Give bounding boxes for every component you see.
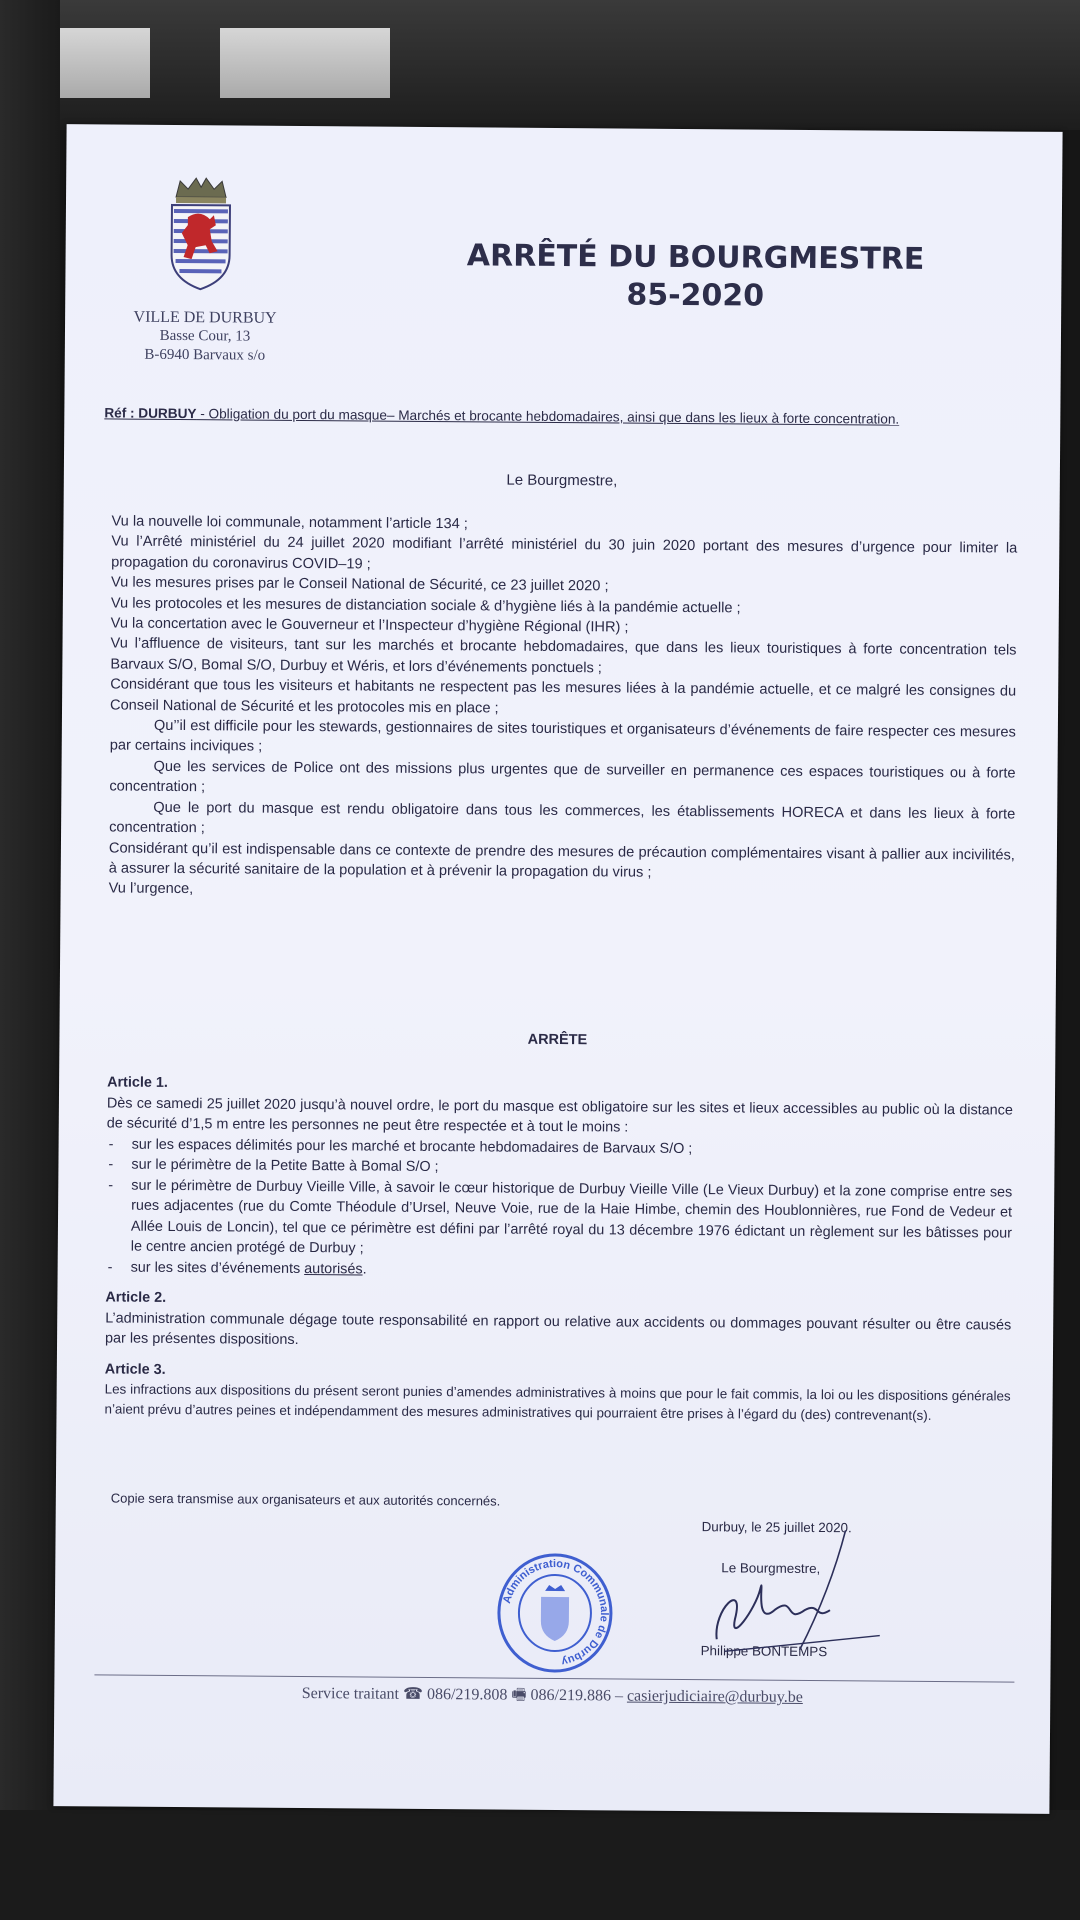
municipality-name: VILLE DE DURBUY	[133, 308, 277, 327]
consideration-item: Vu la concertation avec le Gouverneur et l’Inspecteur d’hygiène Régional (IHR) ;	[110, 615, 629, 636]
consideration-item: Vu l’affluence de visiteurs, tant sur les marchés et brocante hebdomadaires, que dans les lieux touristiques à forte concentration tels Barvaux S/O, Bomal S/O, Durbuy et Wéris, et lors d’événements ponctuels ;	[110, 635, 1017, 677]
handwritten-signature	[705, 1509, 896, 1660]
consideration-item: Vu l’urgence,	[108, 880, 194, 898]
consideration-item: Vu les protocoles et les mesures de distanciation sociale & d’hygiène liés à la pandémie actuelle ;	[110, 595, 741, 617]
consideration-item: Vu les mesures prises par le Conseil National de Sécurité, ce 23 juillet 2020 ;	[110, 574, 609, 595]
footer-separator: –	[610, 1687, 628, 1705]
consideration-item: Vu l’Arrêté ministériel du 24 juillet 2020 modifiant l’arrêté ministériel du 30 juin 2020 portant des mesures d’urgence pour limiter la propagation du coronavirus COVID–19 ;	[111, 533, 1018, 573]
article1-item: - sur le périmètre de Durbuy Vieille Ville, à savoir le cœur historique de Durbuy Vieille Ville (Le Vieux Durbuy) et la zone comprise entre ses rues adjacentes (rue du Comte Théodule d’Ursel, Neuve Voie, rue de la Haie Himbe, chemin des Houblonnières, rue Fond de Vedeur et Allée Louis de Loncin), tel que ce périmètre est défini par l’arrêté royal du 13 décembre 1976 édictant un règlement sur les bâtisses pour le centre ancien protégé de Durbuy ;	[106, 1175, 1013, 1264]
reference-text: - Obligation du port du masque– Marchés et brocante hebdomadaires, ainsi que dans les lieux à forte concentration.	[196, 406, 900, 427]
article1-list	[106, 1134, 1013, 1285]
footer-label: Service traitant	[301, 1685, 400, 1703]
footer-email-link[interactable]: casierjudiciaire@durbuy.be	[626, 1687, 803, 1706]
reference-label: Réf : DURBUY	[104, 405, 197, 422]
article1-last-underlined: autorisés	[304, 1260, 363, 1277]
article1-last-suffix: .	[362, 1260, 367, 1278]
article2-text: L’administration communale dégage toute responsabilité en rapport ou relative aux accidents ou dommages pouvant résulter ou être causés par les présentes dispositions.	[105, 1309, 1012, 1348]
signature-date: Durbuy, le 25 juillet 2020.	[701, 1519, 852, 1536]
municipality-address	[125, 308, 285, 366]
signature-title: Le Bourgmestre,	[721, 1560, 821, 1577]
background-window-bottom	[0, 1810, 1080, 1920]
footer-fax: 086/219.886	[530, 1686, 612, 1705]
window-pane	[220, 28, 390, 98]
articles	[104, 1072, 1013, 1425]
consideration-item: Vu la nouvelle loi communale, notamment l’article 134 ;	[111, 513, 468, 533]
official-stamp-seal	[494, 1553, 615, 1674]
consideration-item: Que les services de Police ont des missions plus urgentes que de surveiller en permanence ces espaces touristiques ou à forte concentration ;	[109, 758, 1016, 796]
title-line2: 85-2020	[626, 277, 765, 314]
stamp-text: Administration Communale de Durbuy	[501, 1557, 611, 1668]
municipality-street: Basse Cour, 13	[159, 327, 251, 345]
copy-note: Copie sera transmise aux organisateurs et aux autorités concernés.	[110, 1490, 501, 1509]
background-window-top	[0, 0, 1080, 130]
reference-line	[104, 405, 1034, 427]
article1-intro: Dès ce samedi 25 juillet 2020 jusqu’à nouvel ordre, le port du masque est obligatoire sur les sites et lieux accessibles au public où la distance de sécurité d’1,5 m entre les personnes ne peut être respectée et à tout le moins :	[106, 1094, 1013, 1136]
coat-of-arms-logo	[165, 175, 236, 296]
article1-item: - sur les espaces délimités pour les marché et brocante hebdomadaires de Barvaux S/O ;	[107, 1134, 1013, 1162]
signature-name: Philippe BONTEMPS	[700, 1643, 828, 1660]
footer-contact	[54, 1680, 1050, 1715]
article3-heading: Article 3.	[104, 1360, 166, 1378]
notice-sheet	[53, 124, 1062, 1814]
title-line1: ARRÊTÉ DU BOURGMESTRE	[466, 238, 925, 277]
consideration-item: Qu’’il est difficile pour les stewards, gestionnaires de sites touristiques et organisateurs d’événements de faire respecter ces mesures par certains inciviques ;	[109, 717, 1016, 756]
article1-item: - sur le périmètre de la Petite Batte à Bomal S/O ;	[106, 1154, 1012, 1182]
fax-icon: 🖷	[511, 1686, 527, 1704]
article1-heading: Article 1.	[107, 1074, 168, 1091]
consideration-item: Que le port du masque est rendu obligatoire dans tous les commerces, les établissements HORECA et dans les lieux à forte concentration ;	[109, 799, 1016, 837]
considerations	[109, 511, 1018, 906]
article2-heading: Article 2.	[105, 1289, 167, 1306]
arrete-heading: ARRÊTE	[527, 1031, 588, 1049]
phone-icon: ☎	[402, 1685, 424, 1703]
article3-text: Les infractions aux dispositions du présent seront punies d’amendes administratives à moins que pour le fait commis, la loi ou les dispositions générales n’aient prévu d’autres peines et indépendamment des mesures administratives qui pourraient être prises à l’égard du (des) contrevenant(s).	[104, 1381, 1011, 1423]
salutation: Le Bourgmestre,	[506, 471, 618, 490]
footer-phone: 086/219.808	[426, 1685, 508, 1704]
background-window-frame	[0, 0, 60, 1920]
consideration-item: Considérant que tous les visiteurs et habitants ne respectent pas les mesures liées à la pandémie actuelle, et ce malgré les consignes du Conseil National de Sécurité et les protocoles mis en place ;	[109, 676, 1017, 717]
municipality-postal: B-6940 Barvaux s/o	[144, 346, 266, 364]
article1-last-prefix: sur les sites d’événements	[130, 1259, 305, 1277]
document-title	[465, 237, 926, 317]
consideration-item: Considérant qu’il est indispensable dans ce contexte de prendre des mesures de précaution complémentaires visant à pallier aux incivilités, à assurer la sécurité sanitaire de la population et à prévenir la propagation du virus ;	[108, 839, 1015, 881]
